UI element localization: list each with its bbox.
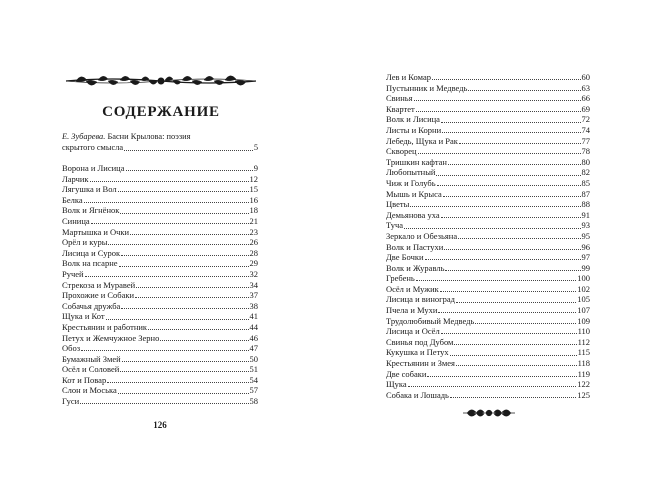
toc-entry-title: Мартышка и Очки: [62, 226, 130, 237]
toc-entry[interactable]: [62, 205, 258, 216]
toc-entry-page: 119: [577, 368, 590, 379]
leader-dots: [85, 276, 249, 277]
leader-dots: [126, 170, 253, 171]
toc-entry[interactable]: [386, 284, 590, 295]
leader-dots: [416, 280, 576, 281]
toc-entry-title: Трудолюбивый Медведь: [386, 315, 475, 326]
toc-entry[interactable]: [62, 290, 258, 301]
toc-entry[interactable]: [386, 114, 590, 125]
toc-entry-title: Ларчик: [62, 173, 89, 184]
toc-entry-title: Прохожие и Собаки: [62, 290, 135, 301]
leader-dots: [81, 350, 248, 351]
toc-entry-title: Слон и Моська: [62, 385, 117, 396]
toc-entry[interactable]: [386, 167, 590, 178]
toc-entry-title: Синица: [62, 215, 90, 226]
toc-entry[interactable]: [62, 333, 258, 344]
toc-entry-title: Петух и Жемчужное Зерно: [62, 332, 160, 343]
toc-entry-page: 26: [249, 237, 258, 248]
toc-entry-page: 110: [577, 326, 590, 337]
toc-entry[interactable]: [62, 343, 258, 354]
left-page: [0, 0, 322, 484]
leader-dots: [414, 100, 581, 101]
toc-entry-page: 47: [249, 343, 258, 354]
leader-dots: [118, 393, 249, 394]
toc-list-right: [386, 72, 590, 400]
leader-dots: [456, 365, 577, 366]
toc-entry-page: 23: [249, 226, 258, 237]
toc-entry[interactable]: [62, 375, 258, 386]
toc-entry-title: Стрекоза и Муравей: [62, 279, 136, 290]
intro-author: Е. Зубарева.: [62, 132, 106, 141]
toc-entry-title: Лебедь, Щука и Рак: [386, 135, 458, 146]
leader-dots: [84, 202, 249, 203]
toc-entry-title: Ручей: [62, 268, 84, 279]
toc-entry[interactable]: [386, 294, 590, 305]
leader-dots: [121, 308, 248, 309]
toc-entry-page: 118: [577, 358, 590, 369]
toc-entry-title: Тришкин кафтан: [386, 156, 447, 167]
leader-dots: [148, 329, 248, 330]
toc-entry[interactable]: [386, 93, 590, 104]
toc-entry-page: 125: [577, 389, 590, 400]
intro-page: 5: [253, 143, 258, 152]
toc-entry[interactable]: [62, 280, 258, 291]
toc-entry-page: 54: [249, 374, 258, 385]
toc-entry[interactable]: [386, 337, 590, 348]
toc-entry[interactable]: [386, 72, 590, 83]
toc-entry[interactable]: [62, 174, 258, 185]
toc-entry-page: 57: [249, 385, 258, 396]
toc-entry-title: Лев и Комар: [386, 72, 431, 82]
toc-entry-title: Демьянова уха: [386, 209, 440, 220]
toc-entry-page: 91: [581, 209, 590, 220]
toc-entry-page: 74: [581, 124, 590, 135]
toc-entry-page: 29: [249, 258, 258, 269]
toc-entry[interactable]: [62, 227, 258, 238]
toc-entry[interactable]: [386, 125, 590, 136]
footer-ornament: [461, 406, 517, 420]
toc-entry-title: Кукушка и Петух: [386, 347, 449, 358]
intro-entry[interactable]: [62, 131, 258, 153]
toc-entry-page: 93: [581, 220, 590, 231]
toc-entry[interactable]: [386, 189, 590, 200]
toc-entry[interactable]: [386, 347, 590, 358]
leader-dots: [427, 376, 576, 377]
toc-entry[interactable]: [62, 322, 258, 333]
leader-dots: [441, 333, 577, 334]
leader-dots: [118, 191, 249, 192]
leader-dots: [80, 403, 248, 404]
leader-dots: [450, 355, 577, 356]
toc-entry-page: 21: [249, 215, 258, 226]
leader-dots: [160, 340, 248, 341]
toc-entry-title: Гребень: [386, 273, 415, 284]
leader-dots: [441, 122, 581, 123]
toc-entry-page: 88: [581, 199, 590, 210]
toc-entry[interactable]: [386, 210, 590, 221]
toc-entry-title: Чиж и Голубь: [386, 177, 436, 188]
leader-dots: [448, 164, 581, 165]
toc-entry-page: 28: [249, 247, 258, 258]
toc-entry[interactable]: [62, 269, 258, 280]
leader-dots: [475, 323, 576, 324]
leader-dots: [119, 266, 249, 267]
toc-entry-page: 16: [249, 194, 258, 205]
toc-entry-title: Волк на псарне: [62, 258, 118, 269]
leader-dots: [135, 297, 248, 298]
toc-entry-page: 82: [581, 167, 590, 178]
leader-dots: [442, 132, 580, 133]
toc-entry-title: Листы и Корни: [386, 124, 442, 135]
toc-entry-page: 69: [581, 103, 590, 114]
toc-entry-page: 18: [249, 205, 258, 216]
toc-entry-title: Две Бочки: [386, 252, 424, 263]
leader-dots: [120, 213, 248, 214]
toc-entry[interactable]: [62, 248, 258, 259]
toc-entry-title: Лисица и Осёл: [386, 326, 440, 337]
toc-entry[interactable]: [386, 273, 590, 284]
toc-entry-page: 99: [581, 262, 590, 273]
leader-dots: [410, 206, 580, 207]
leader-dots: [91, 223, 249, 224]
toc-entry-title: Осёл и Соловей: [62, 364, 120, 375]
toc-entry[interactable]: [386, 178, 590, 189]
toc-entry-page: 66: [581, 93, 590, 104]
toc-entry[interactable]: [386, 379, 590, 390]
toc-entry[interactable]: [386, 263, 590, 274]
toc-entry-title: Волк и Журавль: [386, 262, 445, 273]
toc-entry[interactable]: [386, 83, 590, 94]
toc-entry[interactable]: [386, 252, 590, 263]
leader-dots: [436, 175, 580, 176]
toc-entry-page: 109: [577, 315, 590, 326]
toc-entry-page: 85: [581, 177, 590, 188]
toc-entry[interactable]: [386, 231, 590, 242]
toc-entry[interactable]: [386, 305, 590, 316]
intro-title-line1: Басни Крылова: поэзия: [107, 132, 191, 141]
toc-entry-title: Обоз: [62, 343, 81, 354]
toc-entry-title: Гуси: [62, 396, 80, 407]
leader-dots: [425, 259, 581, 260]
toc-entry-title: Свинья под Дубом: [386, 336, 454, 347]
toc-entry[interactable]: [386, 390, 590, 401]
toc-entry-title: Любопытный: [386, 167, 436, 178]
toc-entry[interactable]: [386, 326, 590, 337]
toc-entry-page: 38: [249, 300, 258, 311]
toc-entry-page: 87: [581, 188, 590, 199]
toc-entry-title: Крестьянин и работник: [62, 321, 148, 332]
toc-entry[interactable]: [62, 258, 258, 269]
toc-entry-page: 105: [577, 294, 590, 305]
toc-entry-title: Орёл и куры: [62, 237, 108, 248]
toc-entry-title: Пчела и Мухи: [386, 305, 438, 316]
leader-dots: [459, 143, 581, 144]
toc-entry-page: 51: [249, 364, 258, 375]
toc-entry[interactable]: [62, 311, 258, 322]
leader-dots: [122, 361, 249, 362]
leader-dots: [454, 344, 576, 345]
leader-dots: [418, 153, 581, 154]
leader-dots: [121, 255, 248, 256]
toc-entry[interactable]: [386, 358, 590, 369]
intro-title-line2: скрытого смысла: [62, 143, 124, 152]
leader-dots: [440, 291, 576, 292]
toc-entry-page: 46: [249, 332, 258, 343]
toc-entry-page: 112: [577, 336, 590, 347]
toc-entry-title: Кот и Повар: [62, 374, 107, 385]
toc-entry-page: 32: [249, 268, 258, 279]
toc-entry[interactable]: [62, 216, 258, 227]
toc-entry-title: Ворона и Лисица: [62, 163, 125, 173]
toc-entry-page: 96: [581, 241, 590, 252]
toc-entry-title: Лисица и Сурок: [62, 247, 121, 258]
toc-entry-page: 58: [249, 396, 258, 407]
toc-entry[interactable]: [386, 136, 590, 147]
toc-entry[interactable]: [62, 184, 258, 195]
toc-entry[interactable]: [386, 242, 590, 253]
toc-entry-title: Бумажный Змей: [62, 353, 121, 364]
toc-entry-page: 63: [581, 82, 590, 93]
toc-entry-title: Волк и Пастухи: [386, 241, 444, 252]
toc-entry-page: 102: [577, 283, 590, 294]
toc-entry-page: 50: [249, 353, 258, 364]
toc-entry-title: Туча: [386, 220, 404, 231]
leader-dots: [450, 397, 576, 398]
toc-entry-page: 97: [581, 252, 590, 263]
toc-entry[interactable]: [386, 316, 590, 327]
leader-dots: [437, 185, 581, 186]
toc-entry-page: 15: [249, 184, 258, 195]
toc-entry-title: Свинья: [386, 93, 413, 104]
toc-entry[interactable]: [62, 195, 258, 206]
header-ornament: [64, 72, 258, 90]
toc-entry-title: Крестьянин и Змея: [386, 358, 455, 369]
toc-entry-title: Лягушка и Вол: [62, 184, 117, 195]
toc-entry-title: Скворец: [386, 146, 417, 157]
toc-entry[interactable]: [62, 354, 258, 365]
page-number: 126: [153, 420, 167, 430]
toc-entry[interactable]: [62, 237, 258, 248]
toc-entry-page: 12: [249, 173, 258, 184]
leader-dots: [441, 217, 581, 218]
leader-dots: [443, 196, 581, 197]
leader-dots: [130, 234, 248, 235]
toc-entry-page: 41: [249, 311, 258, 322]
leader-dots: [106, 319, 249, 320]
toc-entry-page: 60: [581, 72, 590, 82]
toc-entry-page: 34: [249, 279, 258, 290]
toc-entry-title: Квартет: [386, 103, 415, 114]
toc-entry[interactable]: [386, 157, 590, 168]
toc-entry-title: Щука: [386, 379, 407, 390]
leader-dots: [445, 270, 580, 271]
toc-entry-page: 77: [581, 135, 590, 146]
leader-dots: [136, 287, 248, 288]
toc-entry[interactable]: [62, 163, 258, 174]
leader-dots: [444, 249, 580, 250]
toc-entry-title: Зеркало и Обезьяна: [386, 230, 458, 241]
toc-entry-page: 80: [581, 156, 590, 167]
toc-list-left: [62, 163, 258, 407]
toc-entry-page: 100: [577, 273, 590, 284]
toc-entry-title: Пустынник и Медведь: [386, 82, 468, 93]
toc-entry[interactable]: [62, 301, 258, 312]
toc-entry-page: 72: [581, 114, 590, 125]
toc-entry[interactable]: [62, 396, 258, 407]
leaf-sprig-icon: [461, 406, 517, 420]
toc-entry[interactable]: [386, 104, 590, 115]
leader-dots: [90, 181, 249, 182]
toc-entry-page: 37: [249, 290, 258, 301]
leader-dots: [120, 371, 248, 372]
page-title: СОДЕРЖАНИЕ: [102, 104, 220, 120]
toc-entry[interactable]: [386, 146, 590, 157]
toc-entry-page: 115: [577, 347, 590, 358]
leader-dots: [438, 312, 576, 313]
toc-entry-title: Лисица и виноград: [386, 294, 455, 305]
toc-entry[interactable]: [386, 199, 590, 210]
toc-entry[interactable]: [386, 220, 590, 231]
leader-dots: [416, 111, 581, 112]
toc-entry-title: Осёл и Мужик: [386, 283, 439, 294]
toc-entry-title: Мышь и Крыса: [386, 188, 442, 199]
toc-entry-title: Собака и Лошадь: [386, 389, 449, 400]
toc-entry[interactable]: [62, 385, 258, 396]
toc-entry-title: Щука и Кот: [62, 311, 105, 322]
toc-entry-title: Цветы: [386, 199, 410, 210]
vine-ornament-icon: [64, 72, 258, 90]
toc-entry-title: Волк и Лисица: [386, 114, 440, 125]
toc-entry-title: Собачья дружба: [62, 300, 121, 311]
toc-entry-page: 122: [577, 379, 590, 390]
toc-entry-page: 95: [581, 230, 590, 241]
leader-dots: [408, 386, 577, 387]
leader-dots: [404, 228, 580, 229]
leader-dots: [458, 238, 580, 239]
toc-entry-page: 44: [249, 321, 258, 332]
toc-entry-page: 107: [577, 305, 590, 316]
leader-dots: [108, 244, 248, 245]
toc-entry-title: Белка: [62, 194, 83, 205]
leader-dots: [107, 382, 248, 383]
leader-dots: [468, 90, 580, 91]
toc-entry-title: Волк и Ягнёнок: [62, 205, 120, 216]
leader-dots: [124, 150, 253, 151]
toc-entry-page: 78: [581, 146, 590, 157]
leader-dots: [456, 302, 576, 303]
right-page: [322, 0, 645, 484]
toc-entry[interactable]: [62, 364, 258, 375]
toc-entry-title: Две собаки: [386, 368, 427, 379]
leader-dots: [432, 79, 581, 80]
toc-entry[interactable]: [386, 369, 590, 380]
toc-entry-page: 9: [253, 163, 258, 173]
